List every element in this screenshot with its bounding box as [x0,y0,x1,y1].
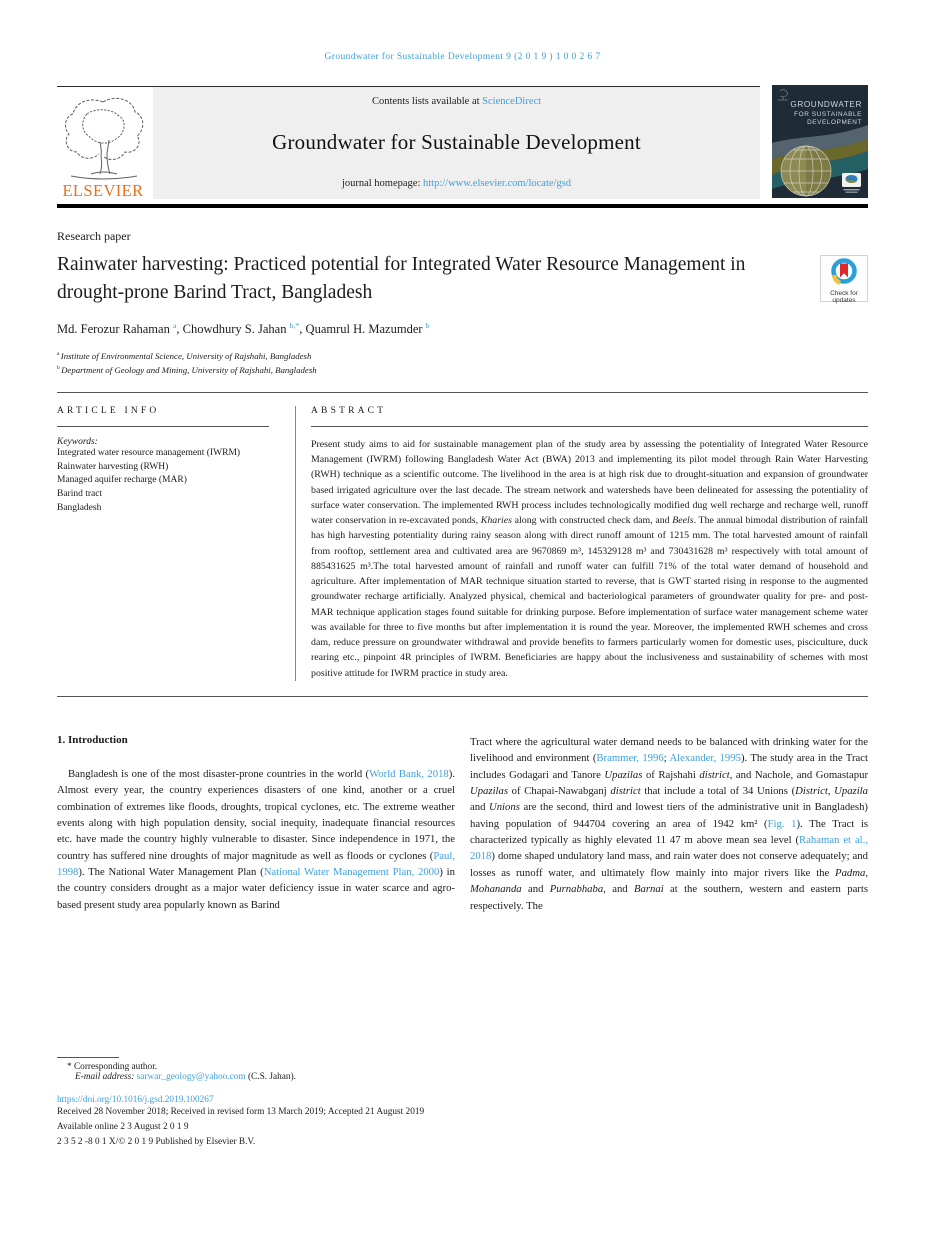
check-updates-label-1: Check for [830,290,858,297]
available-online: Available online 2 3 August 2 0 1 9 [57,1122,189,1133]
journal-title: Groundwater for Sustainable Development [272,130,641,154]
text-segment: , and Nachole, and Gomastapur [729,768,868,781]
text-segment: Md. Ferozur Rahaman [57,322,173,337]
article-info-heading: ARTICLE INFO [57,405,160,416]
title-row [57,251,868,306]
footnote-rule [57,1057,119,1058]
inline-link[interactable]: sarwar_geology@yahoo.com [136,1072,246,1083]
elsevier-tree-icon [57,90,149,200]
section-divider-bottom [57,696,868,697]
received-dates: Received 28 November 2018; Received in revised form 13 March 2019; Accepted 21 August 2019 [57,1107,425,1118]
affiliation-b [57,364,868,377]
header-divider [57,204,868,208]
article-info-column [57,406,269,681]
doi-line [57,1095,868,1105]
text-segment: , Quamrul H. Mazumder [299,322,426,337]
abstract-rule [311,426,868,427]
intro-right-column [470,734,868,914]
journal-header [57,86,868,199]
info-abstract-block [57,393,868,681]
intro-paragraph-left [57,766,455,913]
text-segment: of Chapai-Nawabganj [508,784,611,797]
text-segment: (C.S. Jahan). [245,1072,296,1083]
text-segment: are the second, third and lowest tiers of the administrative unit in Bangladesh) having population of 944704 covering an area of 1942 km² ( [470,801,868,830]
text-segment: , [827,784,835,797]
text-segment: of Rajshahi [642,768,700,781]
text-segment: , Chowdhury S. Jahan [176,322,290,337]
text-segment: Upazilas [604,768,643,781]
text-segment: district [699,768,730,781]
inline-link[interactable]: World Bank, 2018 [369,767,449,780]
inline-link[interactable]: National Water Management Plan, 2000 [263,866,440,878]
inline-link[interactable]: Paul, 1998 [57,849,455,878]
text-segment: Present study aims to aid for sustainable management plan of the study area by assessing the potentiality of Integrated Water Resource Management (IWRM) following Bangladesh Water Act (BWA) 2013 and implementing its pilot model through Rain Water Harvesting (RWH) technique as a scientific outcome. The livelihood in the area is at high risk due to drought-situation and expansion of groundwater based irrigated agriculture over the last decade. The stream network and watersheds have been delineated for assessing the potentiality of surface water conservation. The implemented RWH process includes technologically modified dug well recharge and recharge well, runoff water conservation in re-excavated ponds, [311,438,868,526]
article-title: Rainwater harvesting: Practiced potential for Integrated Water Resource Management in drought-prone Barind Tract, Bangladesh [57,254,746,303]
text-segment: ) in the country considers drought as a major water deficiency issue in water scarce and agro-based present study area popularly known as Barind [57,866,455,911]
svg-text:DEVELOPMENT: DEVELOPMENT [807,119,862,126]
text-segment: Department of Geology and Mining, University of Rajshahi, Bangladesh [61,364,317,375]
inline-link[interactable]: * [295,321,300,331]
text-segment: ). Almost every year, the country experiences disasters of one kind, another or a cruel combination of extremes like floods, droughts, tropical cyclones, etc. The extreme weather events along with high population density, social inequity, inadequate financial resources etc. have made the country highly vulnerable to disaster. Since independence in 1971, the country has suffered nine droughts of major magnitude as well as floods or cyclones ( [57,767,455,862]
inline-link[interactable]: Alexander, 1995 [669,752,741,765]
keywords-label: Keywords: [57,436,98,447]
text-segment: district [610,784,641,797]
text-segment: ) dome shaped undulatory land mass, and rain water does not conserve adequately; and losses as runoff water, and ultimately flow mainly into major rivers like the [470,850,868,879]
intro-paragraph-right [470,734,868,914]
text-segment: and [605,883,634,896]
sciencedirect-link[interactable]: ScienceDirect [482,96,542,107]
text-segment: a [57,351,61,358]
homepage-line [159,178,754,189]
journal-header-main [57,86,760,199]
article-type-label: Research paper [57,229,131,243]
text-segment: ). The Tract is characterized typically as highly elevated 11 47 m above mean sea level ( [470,817,869,846]
introduction-section [57,734,868,914]
keyword-item: Rainwater harvesting (RWH) [57,461,169,472]
text-segment: at the southern, western and eastern parts respectively. The [470,883,868,912]
journal-banner [153,87,760,199]
text-segment: District [795,784,828,797]
text-segment: Purnabhaba, [549,883,606,896]
homepage-link[interactable]: http://www.elsevier.com/locate/gsd [423,178,572,189]
text-segment: Upazilas [470,784,509,797]
contents-prefix: Contents lists available at [371,96,483,107]
inline-link[interactable]: Brammer, 1996 [596,752,664,765]
elsevier-logo [57,87,153,199]
inline-link[interactable]: Fig. 1 [767,817,797,830]
homepage-prefix: journal homepage: [341,178,423,189]
text-segment: Institute of Environmental Science, University of Rajshahi, Bangladesh [60,351,312,362]
text-segment: Beels [672,515,694,526]
text-segment: Padma, Mohananda [470,866,868,896]
text-segment: Barnai [633,883,664,896]
text-segment: ). The study area in the Tract includes Godagari and Tanore [470,752,868,781]
text-segment: and [470,801,489,814]
check-updates-label-2: updates [832,297,856,305]
text-segment: b [57,364,62,371]
issn-copyright: 2 3 5 2 -8 0 1 X/© 2 0 1 9 Published by Elsevier B.V. [57,1137,256,1148]
text-segment: E-mail address: [75,1072,135,1083]
inline-link[interactable]: Rahaman et al., 2018 [470,834,869,863]
text-segment: that include a total of 34 Unions ( [640,784,796,797]
text-segment: Tract where the agricultural water demand needs to be balanced with drinking water for the livelihood and environment ( [470,735,868,765]
text-segment: and [521,883,550,896]
article-info-rule [57,426,269,427]
cover-publisher-logo [842,173,861,193]
affiliation-a [57,350,868,363]
text-segment: ; [663,752,670,765]
text-segment: Upazila [834,784,868,797]
text-segment: ). The National Water Management Plan ( [78,866,264,878]
keyword-item: Integrated water resource management (IWRM) [57,447,241,458]
intro-left-column [57,734,455,914]
keyword-item: Bangladesh [57,502,102,513]
keyword-item: Barind tract [57,489,103,500]
text-segment: Bangladesh is one of the most disaster-prone countries in the world ( [68,767,370,780]
keyword-item: Managed aquifer recharge (MAR) [57,475,187,486]
svg-text:FOR SUSTAINABLE: FOR SUSTAINABLE [794,111,862,118]
check-updates-icon [821,256,867,286]
text-segment: Unions [489,801,520,814]
page-footer [57,1057,868,1150]
journal-cover-art [772,85,868,198]
introduction-heading: 1. Introduction [57,733,128,746]
journal-citation: Groundwater for Sustainable Development 9 (2 0 1 9 ) 1 0 0 2 6 7 [324,52,601,62]
author-list [57,322,868,337]
doi-link[interactable]: https://doi.org/10.1016/j.gsd.2019.100267 [57,1095,214,1106]
affiliations [57,350,868,376]
abstract-heading: ABSTRACT [311,405,387,416]
abstract-column [295,406,868,681]
keywords-list [57,447,269,516]
check-for-updates-badge[interactable] [820,255,868,305]
inline-link[interactable]: b [425,321,430,331]
abstract-text [311,437,868,681]
inline-link[interactable]: a [172,321,177,331]
text-segment: . The annual bimodal distribution of rainfall has high harvesting potentiality during rainy season along with direct runoff amount of 1215 mm. The total harvested amount of rainfall from rooftop, settlement area and cultivated area are 9670869 m³, 145329128 m³ and 730431628 m³ respectively with total amount of 885431625 m³.The total harvested amount of rainfall and runoff water can fulfill 71% of the total water demand of household and agriculture. After implementation of MAR technique situation started to reverse, that is GWT started rising in response to the augmented groundwater recharge artificially. Analyzed physical, chemical and bacteriological parameters of groundwater quality for pre- and post- MAR technique application stages found suitable for drinking purpose. Before implementation of surface water management scheme water was available for three to five months but after implementation it is round the year. Moreover, the implemented RWH schemes and cross dam, reduce pressure on groundwater withdrawal and provide benefits to farmers particularly women for domestic uses, pisciculture, duck rearing etc., pinpoint 4R principles of IWRM. Beneficiaries are happy about the inclusiveness and sustainability of schemes with most positive attitude for IWRM practice in study area. [311,515,869,679]
journal-cover-thumbnail [772,85,868,198]
inline-link[interactable]: b, [289,321,296,331]
contents-line [159,96,754,107]
svg-text:ELSEVIER: ELSEVIER [62,181,144,200]
corresponding-author-note: * Corresponding author. [67,1062,158,1073]
svg-text:GROUNDWATER: GROUNDWATER [790,100,862,109]
email-line [57,1072,868,1082]
text-segment: along with constructed check dam, and [512,515,673,526]
text-segment: Kharies [480,515,513,526]
